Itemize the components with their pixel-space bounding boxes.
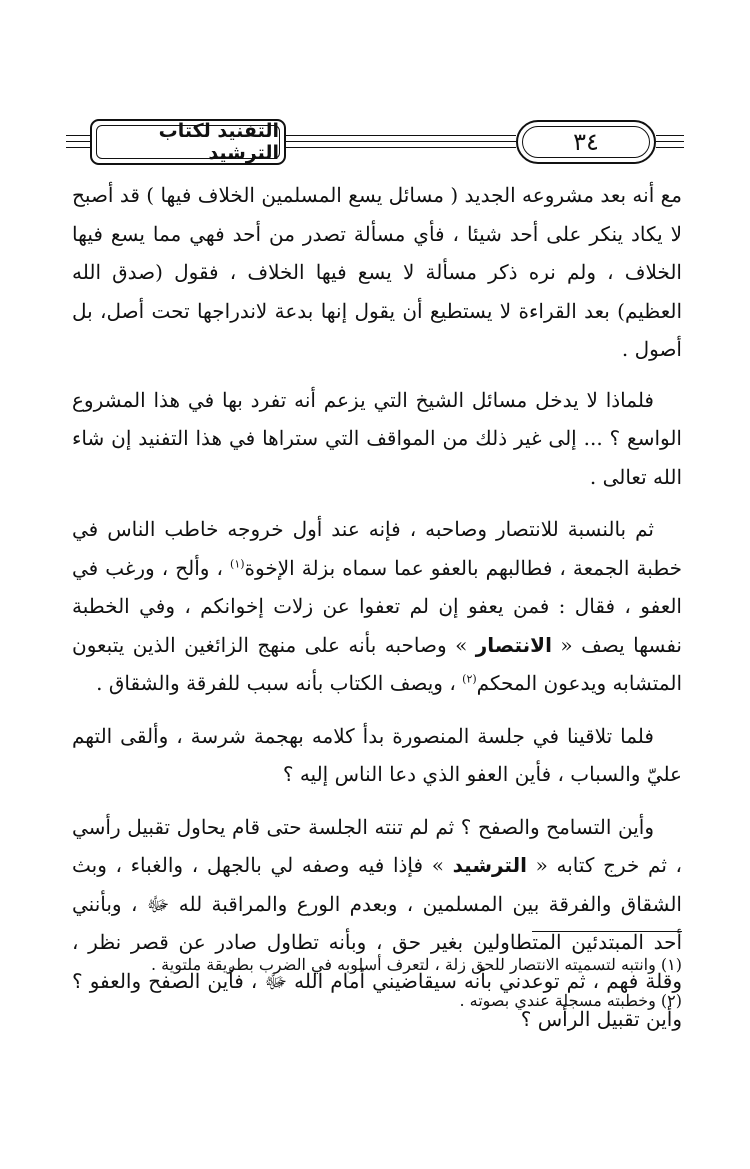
- paragraph-text: ، وألح ، ورغب في العفو ، فقال : فمن يعفو إن لم تعفوا عن زلات إخوانكم ، وفي الخطبة نفسها يصف «: [72, 555, 682, 657]
- paragraph-text: ، ويصف الكتاب بأنه سبب للفرقة والشقاق .: [96, 671, 463, 695]
- footnote: (٢) وخطبته مسجلة عندي بصوته .: [459, 991, 682, 1010]
- paragraph: [72, 510, 682, 703]
- main-text: [72, 176, 682, 1053]
- paragraph-text: ثم بالنسبة للانتصار وصاحبه ، فإنه عند أول خروجه خاطب الناس في خطبة الجمعة ، فطالبهم بالعفو عما سماه بزلة الإخوة: [72, 517, 682, 580]
- page-header: [66, 116, 684, 172]
- paragraph-text: » فإذا فيه وصفه لي بالجهل ، والغباء ، وبث الشقاق والفرقة بين المسلمين ، وبعدم الورع والمراقبة لله ﷻ ، وبأنني أحد المبتدئين المتطاولين بغير حق ، وبأنه تطاول صادر عن قصر نظر ، وقلة فهم ، ثم توعدني بأنه سيقاضيني أمام الله ﷻ ، فأين الصفح والعفو ؟ وأين تقبيل الرأس ؟: [72, 853, 682, 1031]
- header-rule: [286, 141, 516, 142]
- footnote-marker: (١): [230, 556, 245, 570]
- paragraph-text: وأين التسامح والصفح ؟ ثم لم تنته الجلسة حتى قام يحاول تقبيل رأسي ، ثم خرج كتابه «: [72, 814, 682, 877]
- page-number: ٣٤: [522, 126, 650, 158]
- footnote-marker: (٢): [462, 672, 477, 686]
- paragraph-text: فلماذا لا يدخل مسائل الشيخ التي يزعم أنه تفرد بها في هذا المشروع الواسع ؟ ... إلى غير ذلك من المواقف التي ستراها في هذا التفنيد إن شاء الله تعالى .: [72, 387, 682, 489]
- book-name-bold: الترشيد: [452, 853, 527, 877]
- paragraph: [72, 717, 682, 794]
- header-rule: [656, 141, 684, 142]
- paragraph-text: فلما تلاقينا في جلسة المنصورة بدأ كلامه بهجمة شرسة ، وألقى التهم عليّ والسباب ، فأين العفو الذي دعا الناس إليه ؟: [72, 723, 682, 786]
- paragraph: [72, 381, 682, 497]
- paragraph-text: » وصاحبه بأنه على منهج الزائغين الذين يتبعون المتشابه ويدعون المحكم: [72, 632, 682, 695]
- book-title: التفنيد لكتاب الترشيد: [96, 125, 280, 159]
- page-number-frame: [516, 120, 656, 164]
- header-rule: [286, 135, 516, 136]
- paragraph-text: مع أنه بعد مشروعه الجديد ( مسائل يسع المسلمين الخلاف فيها ) قد أصبح لا يكاد ينكر على أحد شيئا ، فأي مسألة تصدر من أحد فهي مما يسع فيها الخلاف ، ولم نره ذكر مسألة لا يسع فيها الخلاف ، فقول (صدق الله العظيم) بعد القراءة لا يستطيع أن يقول إنها بدعة لاندراجها تحت أصل، بل أصول .: [72, 183, 682, 361]
- header-rule: [656, 147, 684, 148]
- footnote: (١) وانتبه لتسميته الانتصار للحق زلة ، لتعرف أسلوبه في الضرب بطريقة ملتوية .: [151, 955, 682, 974]
- book-title-frame: [90, 119, 286, 165]
- paragraph: [72, 176, 682, 369]
- book-name-bold: الانتصار: [475, 632, 552, 657]
- header-rule: [66, 135, 90, 136]
- header-rule: [66, 141, 90, 142]
- header-rule: [66, 147, 90, 148]
- footnote-separator: [532, 931, 682, 932]
- header-rule: [286, 147, 516, 148]
- footnotes: [72, 947, 682, 1019]
- header-rule: [656, 135, 684, 136]
